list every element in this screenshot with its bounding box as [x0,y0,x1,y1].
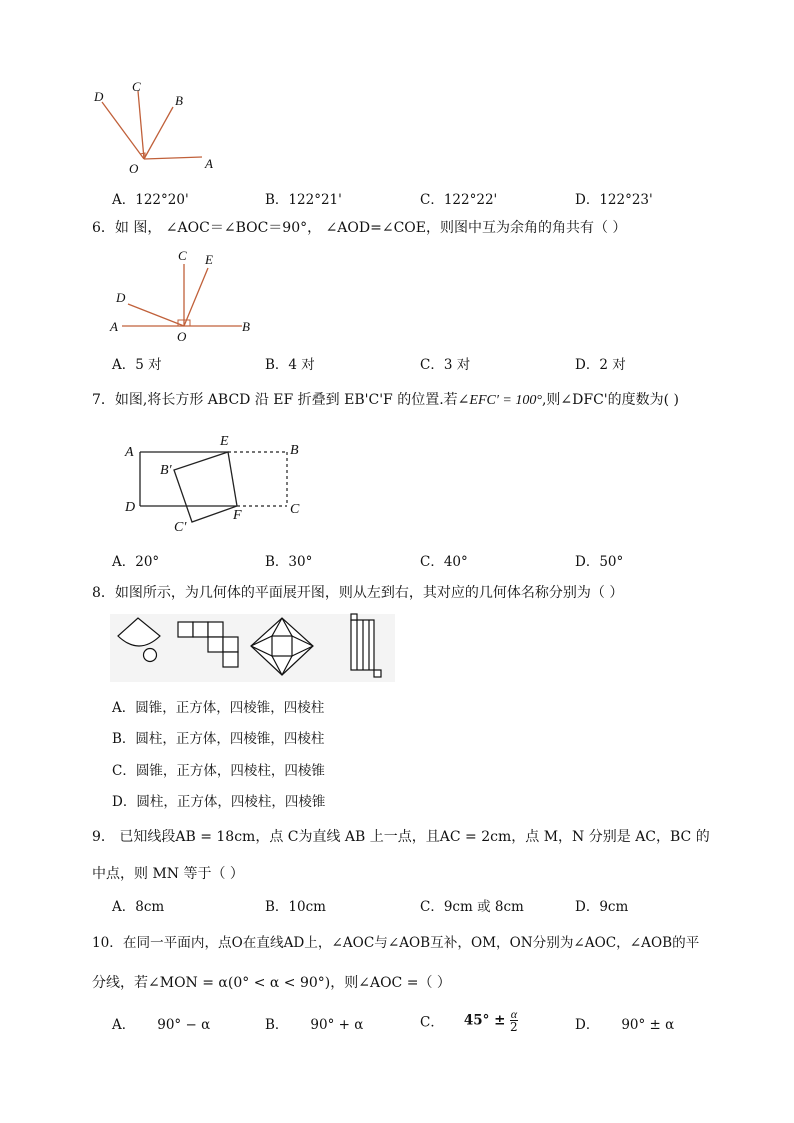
q10-stem-line2: 分线，若∠MON = α(0° < α < 90°)，则∠AOC =（ ） [92,975,451,991]
q7-option-a[interactable]: A．20° [112,554,160,570]
folded-quad [174,452,237,522]
cone-net-base [144,649,157,662]
label-c: C [290,502,300,517]
label-b: B [242,319,250,334]
q10-option-d[interactable]: D． 90° ± α [575,1017,675,1033]
q9-option-d[interactable]: D．9cm [575,899,629,915]
q8-option-c[interactable]: C．圆锥，正方体，四棱柱，四棱锥 [112,763,325,779]
label-c: C [178,248,187,263]
q10-option-c[interactable]: C． 45° ± $\frac{\alpha}{2}$ [420,1007,518,1034]
q8-option-d[interactable]: D．圆柱，正方体，四棱柱，四棱锥 [112,794,326,810]
label-d: D [125,500,136,515]
label-b: B [290,443,299,458]
ray-od [128,304,184,326]
q7-option-b[interactable]: B．30° [265,554,313,570]
label-o: O [129,161,139,176]
q9-option-a[interactable]: A．8cm [112,899,165,915]
label-e: E [205,252,213,267]
ray-oc [138,91,144,159]
q8-option-b[interactable]: B．圆柱，正方体，四棱锥，四棱柱 [112,731,325,747]
q10-stem-line1: 10．在同一平面内，点O在直线AD上，∠AOC与∠AOB互补，OM，ON分别为∠AOC，∠AOB的平 [92,935,700,951]
label-d: D [94,89,104,104]
q10-option-a[interactable]: A． 90° − α [112,1017,211,1033]
q5-option-d[interactable]: D．122°23' [575,192,653,208]
ray-oa [144,157,202,159]
ray-oe [184,268,208,326]
q6-stem: 6．如 图， ∠AOC＝∠BOC＝90°， ∠AOD=∠COE，则图中互为余角的角共有（ ） [92,220,627,236]
q5-option-c[interactable]: C．122°22' [420,192,498,208]
q9-option-c[interactable]: C．9cm 或 8cm [420,899,524,915]
label-a: A [110,319,118,334]
q8-nets-figure [110,614,395,682]
label-a: A [205,156,213,171]
label-a: A [125,445,134,460]
q6-option-c[interactable]: C．3 对 [420,357,471,373]
label-c-prime: C′ [174,520,187,535]
q9-option-b[interactable]: B．10cm [265,899,326,915]
q6-option-b[interactable]: B．4 对 [265,357,315,373]
q9-stem-line1: 9． 已知线段AB = 18cm，点 C为直线 AB 上一点，且AC = 2cm，点 M，N 分别是 AC，BC 的 [92,829,710,845]
q5-option-a[interactable]: A．122°20' [112,192,189,208]
label-d: D [116,290,126,305]
label-b-prime: B′ [160,463,172,478]
q9-stem-line2: 中点，则 MN 等于（ ） [92,866,244,882]
label-f: F [233,508,242,523]
ray-od [102,102,144,159]
label-o: O [177,329,187,344]
fraction-alpha-over-2: $\frac{\alpha}{2}$ [510,1007,518,1034]
q8-stem: 8．如图所示，为几何体的平面展开图，则从左到右，其对应的几何体名称分别为（ ） [92,585,624,601]
q6-option-d[interactable]: D．2 对 [575,357,626,373]
ray-ob [144,107,173,159]
q5-angle-figure [88,76,228,176]
q7-option-c[interactable]: C．40° [420,554,468,570]
q8-option-a[interactable]: A．圆锥，正方体，四棱锥，四棱柱 [112,700,325,716]
q7-fold-figure [118,432,318,540]
label-c: C [132,79,141,94]
label-b: B [175,93,183,108]
q5-option-b[interactable]: B．122°21' [265,192,342,208]
q7-option-d[interactable]: D．50° [575,554,624,570]
q6-option-a[interactable]: A．5 对 [112,357,162,373]
q6-angle-figure [108,246,268,346]
q10-option-b[interactable]: B． 90° + α [265,1017,364,1033]
label-e: E [220,434,229,449]
q7-stem: 7．如图,将长方形 ABCD 沿 EF 折叠到 EB'C'F 的位置.若∠EFC′ = 100°,则∠DFC'的度数为( ) [92,392,680,408]
